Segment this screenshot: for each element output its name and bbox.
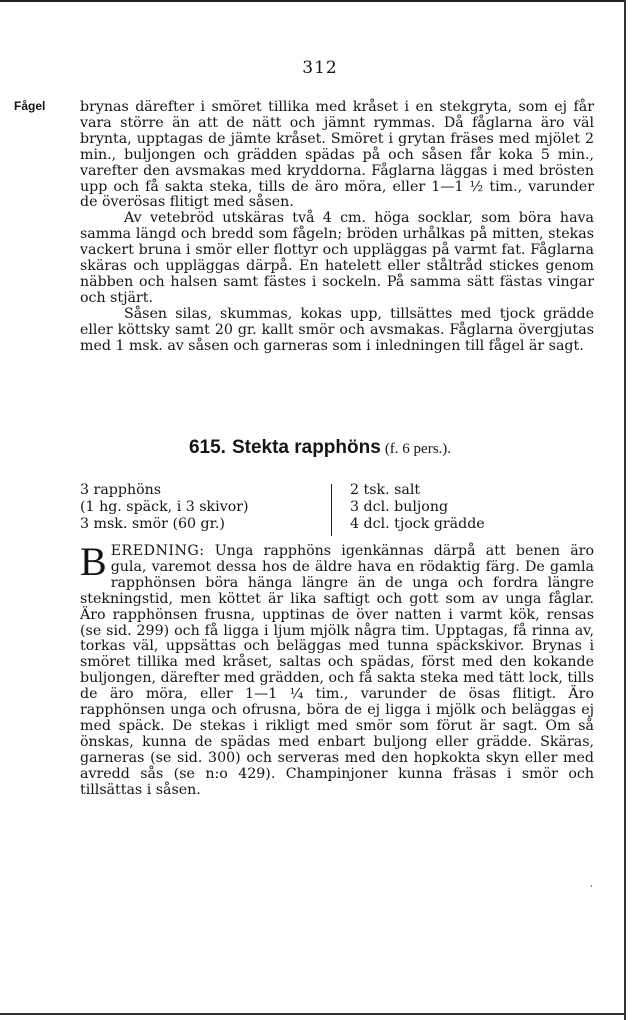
recipe-number: 615. (188, 437, 226, 458)
recipe-serves: (f. 6 pers.). (384, 441, 452, 457)
method-section (80, 539, 594, 799)
recipe-title (0, 437, 640, 459)
stray-pen-mark: ˊ (588, 884, 597, 897)
method-paragraph (80, 539, 594, 799)
ingredient-item: 3 rapphöns (80, 482, 162, 498)
margin-label: Fågel (14, 99, 46, 113)
ingredient-item: 3 dcl. buljong (350, 499, 449, 515)
ingredient-item: (1 hg. späck, i 3 skivor) (80, 499, 249, 515)
dropcap-letter: B (80, 539, 107, 584)
top-section (80, 100, 594, 355)
ingredients-divider (331, 484, 332, 536)
page-number: 312 (302, 58, 338, 78)
page-edge-bottom (0, 1013, 626, 1015)
ingredients-right-column (350, 482, 520, 533)
paragraph-browning: brynas därefter i smöret tillika med kråset i en stekgryta, som ej får vara större än att de nätt och jämnt rymmas. Då fåglarna äro väl brynta, upptagas de jämte kråset. Smöret i grytan fräses med mjölet 2 min., buljongen och grädden spädas på och såsen får koka 5 min., varefter den avsmakas med kryddorna. Fåglarna läggas i med brösten upp och få sakta steka, tills de äro möra, eller 1—1 ½ tim., varunder de överösas flitigt med såsen. (80, 99, 594, 211)
method-heading: EREDNING: (110, 543, 205, 559)
ingredient-item: 3 msk. smör (60 gr.) (80, 516, 225, 532)
page-edge-right (624, 0, 626, 1020)
paragraph-bread-pedestals: Av vetebröd utskäras två 4 cm. höga socklar, som böra hava samma längd och bredd som fågeln; bröden urhålkas på mitten, stekas vackert bruna i smör eller flottyr och uppläggas på varmt fat. Fåglarna skäras och uppläggas därpå. En hatelett eller ståltråd stickes genom näbben och halsen samt fästes i sockeln. På samma sätt fästas vingar och stjärt. (80, 210, 594, 306)
ingredient-item: 2 tsk. salt (350, 482, 421, 498)
paragraph-sauce: Såsen silas, skummas, kokas upp, tillsättes med tjock grädde eller köttsky samt 20 gr. kallt smör och avsmakas. Fåglarna övergjutas med 1 msk. av såsen och garneras som i inledningen till fågel är sagt. (80, 305, 594, 354)
page-edge-top (0, 0, 625, 2)
recipe-name: Stekta rapphöns (231, 437, 381, 458)
method-text: Unga rapphöns igenkännas därpå att benen äro gula, varemot dessa hos de äldre hava en rödaktig färg. De gamla rapphönsen böra hänga längre än de unga och fordra längre stekningstid, men köttet är lika saftigt och gott som av unga fåglar. Äro rapphönsen frusna, upptinas de över natten i varmt kök, rensas (se sid. 299) och få ligga i ljum mjölk några tim. Upptagas, få rinna av, torkas väl, uppsättas och beläggas med tunna späckskivor. Brynas i smöret tillika med kråset, saltas och spädas, först med den kokande buljongen, därefter med grädden, och få sakta steka med tätt lock, tills de äro möra, eller 1—1 ¼ tim., varunder de ösas flitigt. Äro rapphönsen unga och ofrusna, böra de ej ligga i mjölk och beläggas ej med späck. De stekas i rikligt med smör som förut är sagt. Om så önskas, kunna de spädas med enbart buljong eller grädde. Skäras, garneras (se sid. 300) och serveras med den hopkokta skyn eller med avredd sås (se n:o 429). Champinjoner kunna fräsas i smör och tillsättas i såsen. (80, 543, 594, 798)
ingredient-item: 4 dcl. tjock grädde (350, 516, 485, 532)
ingredients-left-column (80, 482, 330, 533)
